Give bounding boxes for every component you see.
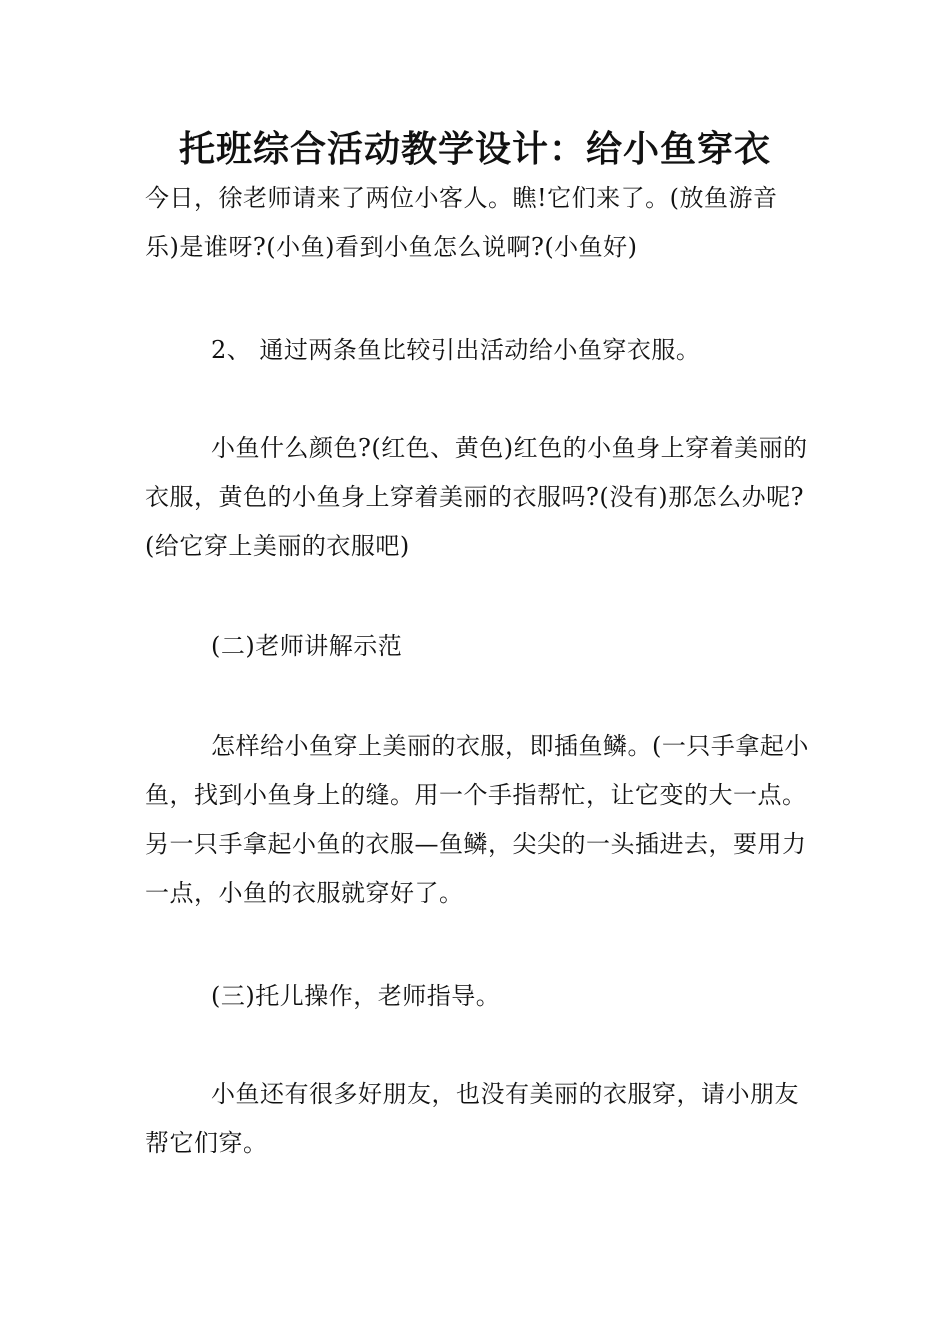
section-heading-operation: (三)托儿操作，老师指导。	[211, 982, 501, 1010]
paragraph-step-2: 2、 通过两条鱼比较引出活动给小鱼穿衣服。	[211, 336, 701, 364]
paragraph-demonstration: 怎样给小鱼穿上美丽的衣服，即插鱼鳞。(一只手拿起小鱼，找到小鱼身上的缝。用一个手指帮忙，让它变的大一点。另一只手拿起小鱼的衣服—鱼鳞，尖尖的一头插进去，要用力一点，小鱼的衣服就穿好了。	[145, 732, 809, 907]
section-heading-demonstration: (二)老师讲解示范	[211, 632, 403, 660]
paragraph-intro: 今日，徐老师请来了两位小客人。瞧!它们来了。(放鱼游音乐)是谁呀?(小鱼)看到小鱼怎么说啊?(小鱼好)	[145, 184, 778, 261]
paragraph-fish-colors: 小鱼什么颜色?(红色、黄色)红色的小鱼身上穿着美丽的衣服，黄色的小鱼身上穿着美丽的衣服吗?(没有)那怎么办呢?(给它穿上美丽的衣服吧)	[145, 434, 808, 560]
document-title: 托班综合活动教学设计：给小鱼穿衣	[178, 129, 771, 170]
paragraph-operation: 小鱼还有很多好朋友，也没有美丽的衣服穿，请小朋友帮它们穿。	[145, 1080, 799, 1157]
